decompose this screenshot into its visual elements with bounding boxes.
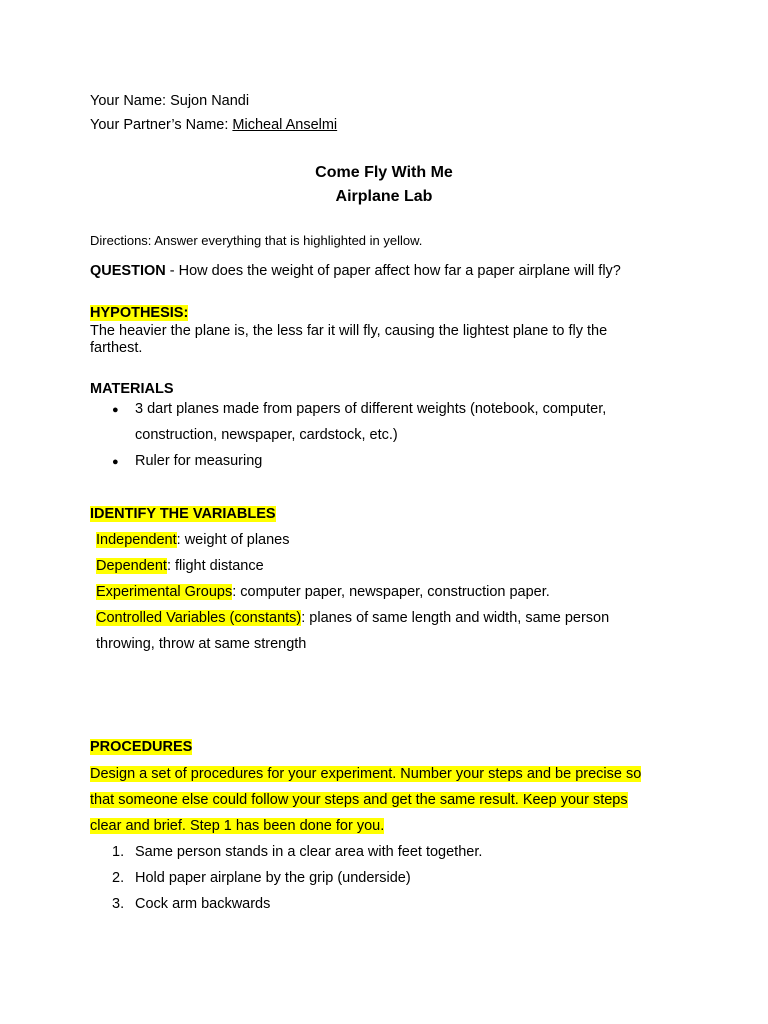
partner-value: Micheal Anselmi [232, 117, 338, 133]
variables-heading [90, 506, 276, 522]
procedures-intro-text-1: Design a set of procedures for your experiment. Number your steps and be precise so [90, 766, 642, 782]
partner-name-line [90, 117, 337, 133]
controlled-variables-line-2: throwing, throw at same strength [96, 636, 307, 652]
controlled-label: Controlled Variables (constants) [96, 610, 302, 626]
directions-text: Directions: Answer everything that is highlighted in yellow. [90, 233, 423, 248]
step-text: Hold paper airplane by the grip (underside) [135, 870, 411, 886]
controlled-variables-line [96, 610, 609, 626]
hypothesis-heading [90, 305, 188, 321]
procedures-intro-line-2 [90, 792, 628, 808]
dependent-variable-line [96, 558, 264, 574]
materials-heading: MATERIALS [90, 381, 174, 397]
question-label: QUESTION [90, 263, 166, 279]
step-number: 1. [112, 844, 125, 860]
independent-variable-line [96, 532, 290, 548]
name-value: Sujon Nandi [170, 93, 250, 109]
step-text: Same person stands in a clear area with feet together. [135, 844, 483, 860]
materials-item-2: Ruler for measuring [135, 453, 263, 469]
step-number: 3. [112, 896, 125, 912]
hypothesis-line-1: The heavier the plane is, the less far it will fly, causing the lightest plane to fly the [90, 323, 608, 339]
controlled-value: : planes of same length and width, same person [301, 610, 610, 626]
materials-item-1-line-1: 3 dart planes made from papers of different weights (notebook, computer, [135, 401, 607, 417]
variables-label: IDENTIFY THE VARIABLES [90, 506, 276, 522]
procedures-intro-text-3: clear and brief. Step 1 has been done for you. [90, 818, 385, 834]
materials-item-1-line-2: construction, newspaper, cardstock, etc.) [135, 427, 398, 443]
dependent-label: Dependent [96, 558, 167, 574]
independent-label: Independent [96, 532, 177, 548]
step-number: 2. [112, 870, 125, 886]
hypothesis-label: HYPOTHESIS: [90, 305, 189, 321]
question-text: - How does the weight of paper affect how far a paper airplane will fly? [165, 263, 621, 279]
experimental-value: : computer paper, newspaper, construction paper. [232, 584, 550, 600]
experimental-label: Experimental Groups [96, 584, 233, 600]
procedures-heading [90, 739, 192, 755]
title-line-1: Come Fly With Me [315, 164, 453, 181]
partner-label: Your Partner’s Name: [90, 117, 229, 133]
bullet-icon: ● [112, 404, 119, 416]
step-text: Cock arm backwards [135, 896, 271, 912]
procedures-intro-line-1 [90, 766, 641, 782]
independent-value: : weight of planes [176, 532, 290, 548]
procedures-intro-text-2: that someone else could follow your steps and get the same result. Keep your steps [90, 792, 628, 808]
bullet-icon: ● [112, 456, 119, 468]
dependent-value: : flight distance [166, 558, 264, 574]
procedures-label: PROCEDURES [90, 739, 193, 755]
experimental-groups-line [96, 584, 550, 600]
hypothesis-line-2: farthest. [90, 340, 143, 356]
procedures-intro-line-3 [90, 818, 384, 834]
question-line [90, 263, 621, 279]
student-name-line [90, 93, 249, 109]
name-label: Your Name: [90, 93, 167, 109]
title-line-2: Airplane Lab [335, 188, 433, 205]
